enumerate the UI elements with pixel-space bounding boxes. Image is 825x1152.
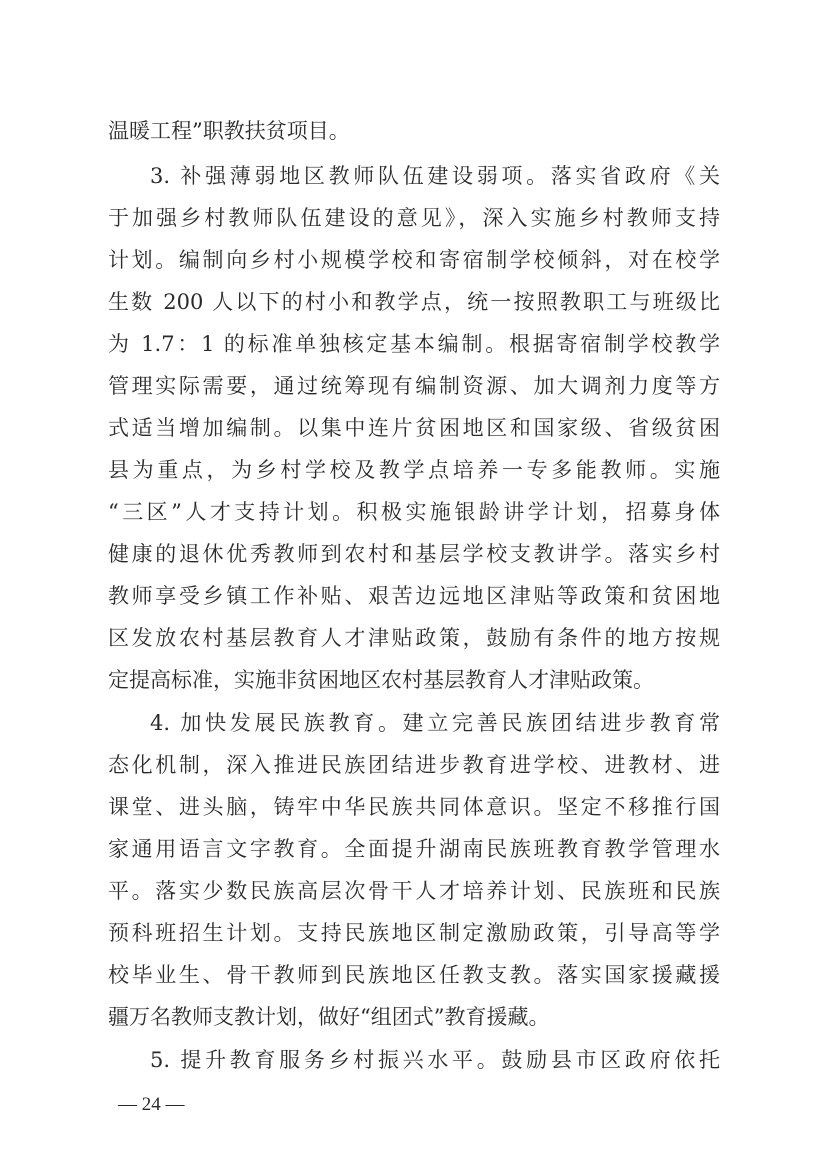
text-line: 态化机制，深入推进民族团结进步教育进学校、进教材、进 — [108, 753, 720, 777]
text-line: “三区”人才支持计划。积极实施银龄讲学计划，招募身体 — [108, 500, 720, 524]
text-line: 疆万名教师支教计划，做好“组团式”教育援藏。 — [108, 1005, 550, 1029]
text-line: 家通用语言文字教育。全面提升湖南民族班教育教学管理水 — [108, 837, 720, 861]
text-line: 区发放农村基层教育人才津贴政策，鼓励有条件的地方按规 — [108, 626, 720, 650]
page-number: — 24 — — [118, 1094, 185, 1115]
text-line: 校毕业生、骨干教师到民族地区任教支教。落实国家援藏援 — [108, 963, 720, 987]
text-line: 县为重点，为乡村学校及教学点培养一专多能教师。实施 — [108, 458, 720, 482]
text-line: 健康的退休优秀教师到农村和基层学校支教讲学。落实乡村 — [108, 542, 720, 566]
text-line: 温暖工程”职教扶贫项目。 — [108, 119, 350, 143]
text-line: 4. 加快发展民族教育。建立完善民族团结进步教育常 — [150, 711, 720, 735]
text-line: 生数 200 人以下的村小和教学点，统一按照教职工与班级比 — [108, 290, 720, 314]
text-line: 式适当增加编制。以集中连片贫困地区和国家级、省级贫困 — [108, 416, 720, 440]
text-line: 定提高标准，实施非贫困地区农村基层教育人才津贴政策。 — [108, 668, 654, 692]
text-line: 5. 提升教育服务乡村振兴水平。鼓励县市区政府依托 — [150, 1048, 720, 1072]
text-line: 管理实际需要，通过统筹现有编制资源、加大调剂力度等方 — [108, 374, 720, 398]
text-line: 计划。编制向乡村小规模学校和寄宿制学校倾斜，对在校学 — [108, 248, 720, 272]
text-line: 3. 补强薄弱地区教师队伍建设弱项。落实省政府《关 — [150, 164, 720, 188]
text-line: 教师享受乡镇工作补贴、艰苦边远地区津贴等政策和贫困地 — [108, 584, 720, 608]
text-line: 平。落实少数民族高层次骨干人才培养计划、民族班和民族 — [108, 879, 720, 903]
text-line: 为 1.7：1 的标准单独核定基本编制。根据寄宿制学校教学 — [108, 332, 720, 356]
text-line: 于加强乡村教师队伍建设的意见》，深入实施乡村教师支持 — [108, 206, 720, 230]
text-line: 预科班招生计划。支持民族地区制定激励政策，引导高等学 — [108, 921, 720, 945]
text-line: 课堂、进头脑，铸牢中华民族共同体意识。坚定不移推行国 — [108, 795, 720, 819]
